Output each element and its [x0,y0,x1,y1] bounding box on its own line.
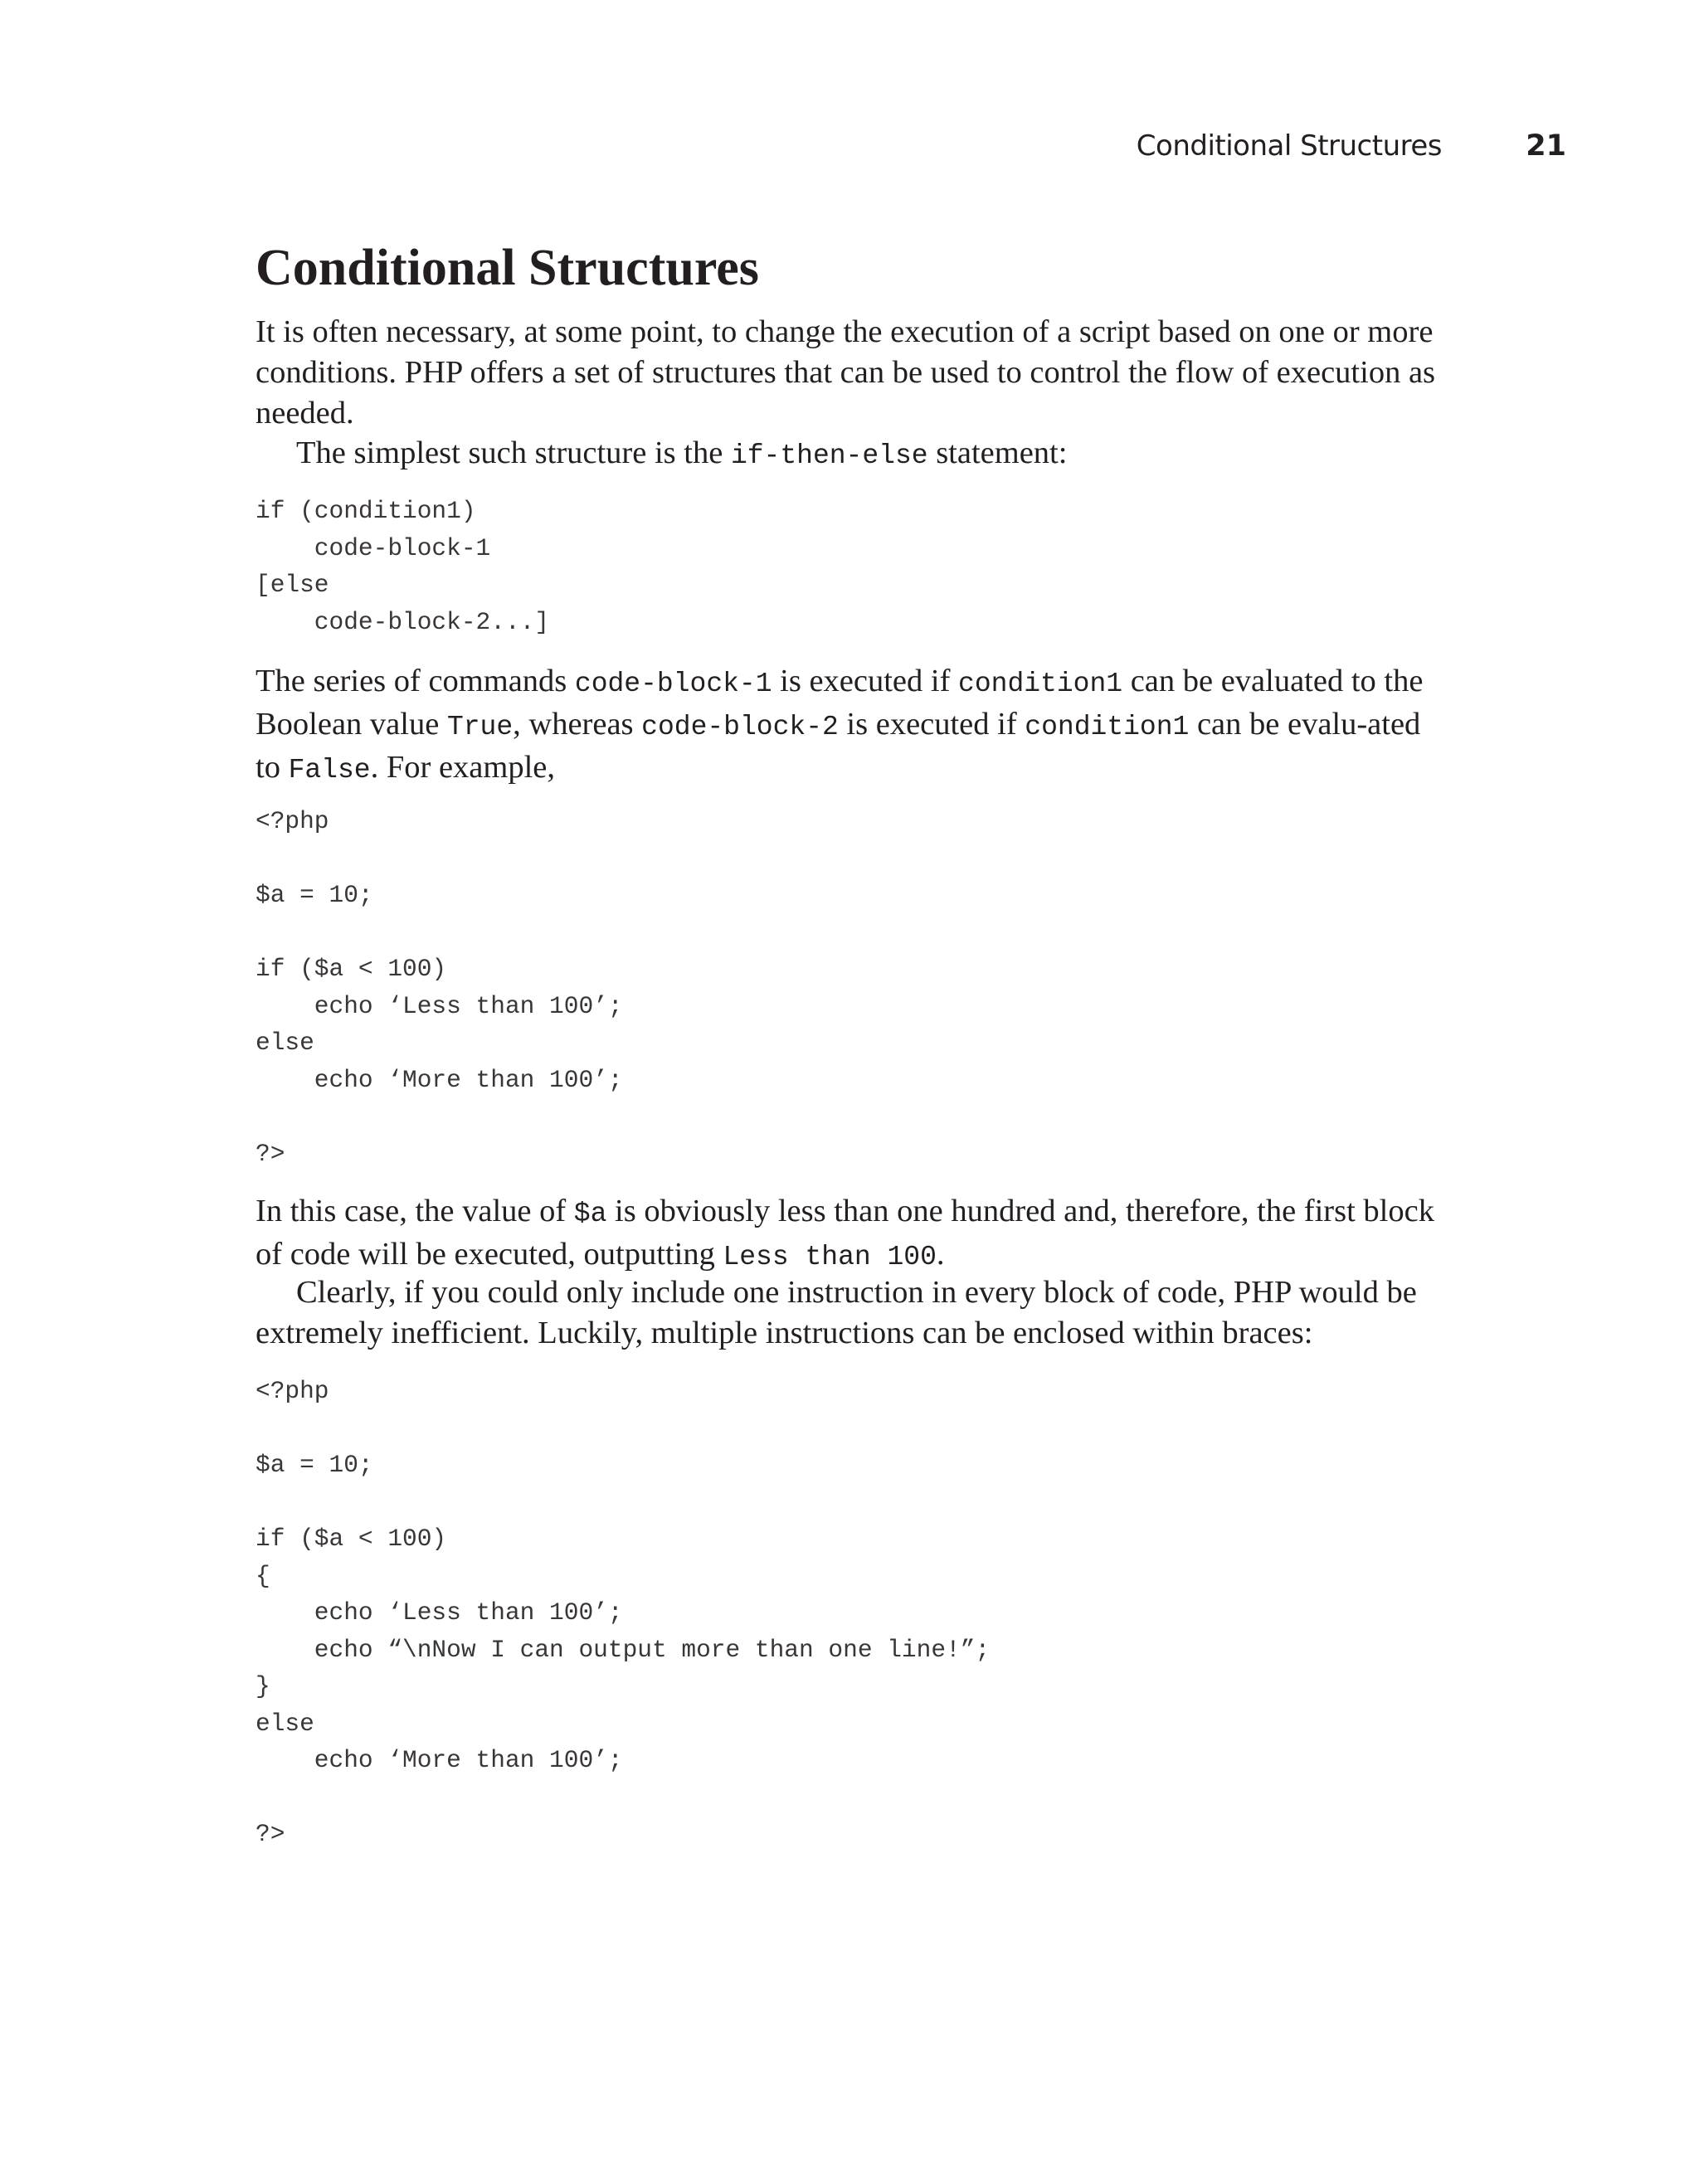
intro-paragraph: It is often necessary, at some point, to change the execution of a script based on one or more conditions. PHP offers a set of structures that can be used to control the flow of execution as needed. [256,314,1436,430]
text-segment: In this case, the value of [256,1194,574,1228]
inline-code: False [288,755,371,786]
page-number: 21 [1526,129,1566,163]
inline-code: code-block-2 [641,712,839,742]
inline-code: True [446,712,514,742]
code-block-example-2: <?php $a = 10; if ($a < 100) { echo ‘Less than 100’; echo “\nNow I can output more than one line!”; } else echo ‘More than 100’; ?> [256,1377,991,1848]
inline-code: code-block-1 [574,669,772,699]
braces-paragraph: Clearly, if you could only include one instruction in every block of code, PHP would be extremely inefficient. Luckily, multiple instructions can be enclosed within braces: [256,1275,1417,1350]
text-segment: . [936,1237,945,1272]
text-segment: statement: [927,435,1068,470]
explanation-paragraph [256,661,1450,790]
code-block-example-1: <?php $a = 10; if ($a < 100) echo ‘Less than 100’; else echo ‘More than 100’; ?> [256,807,623,1168]
inline-code: condition1 [1025,712,1190,742]
running-head-title: Conditional Structures [1136,129,1442,163]
text-segment: can be evaluated to the Boolean value [256,664,1424,742]
text-segment: , whereas [513,707,642,742]
code-block-syntax: if (condition1) code-block-1 [else code-block-2...] [256,497,550,636]
inline-code: Less than 100 [723,1242,937,1272]
text-segment: . For example, [370,750,555,785]
inline-code: $a [573,1199,607,1229]
text-segment: is executed if [772,664,959,698]
result-paragraph [256,1191,1450,1277]
text-segment: is executed if [838,707,1025,742]
running-head [0,129,1699,179]
text-segment: The simplest such structure is the [296,435,731,470]
text-segment: is obviously less than one hundred and, therefore, the first block of code will be executed, outputting [256,1194,1434,1272]
if-then-else-paragraph [256,433,1450,476]
text-segment: The series of commands [256,664,575,698]
inline-code: if-then-else [730,440,928,471]
inline-code: condition1 [958,669,1123,699]
text-segment: can be evalu-ated to [256,707,1421,785]
section-title: Conditional Structures [256,240,759,296]
